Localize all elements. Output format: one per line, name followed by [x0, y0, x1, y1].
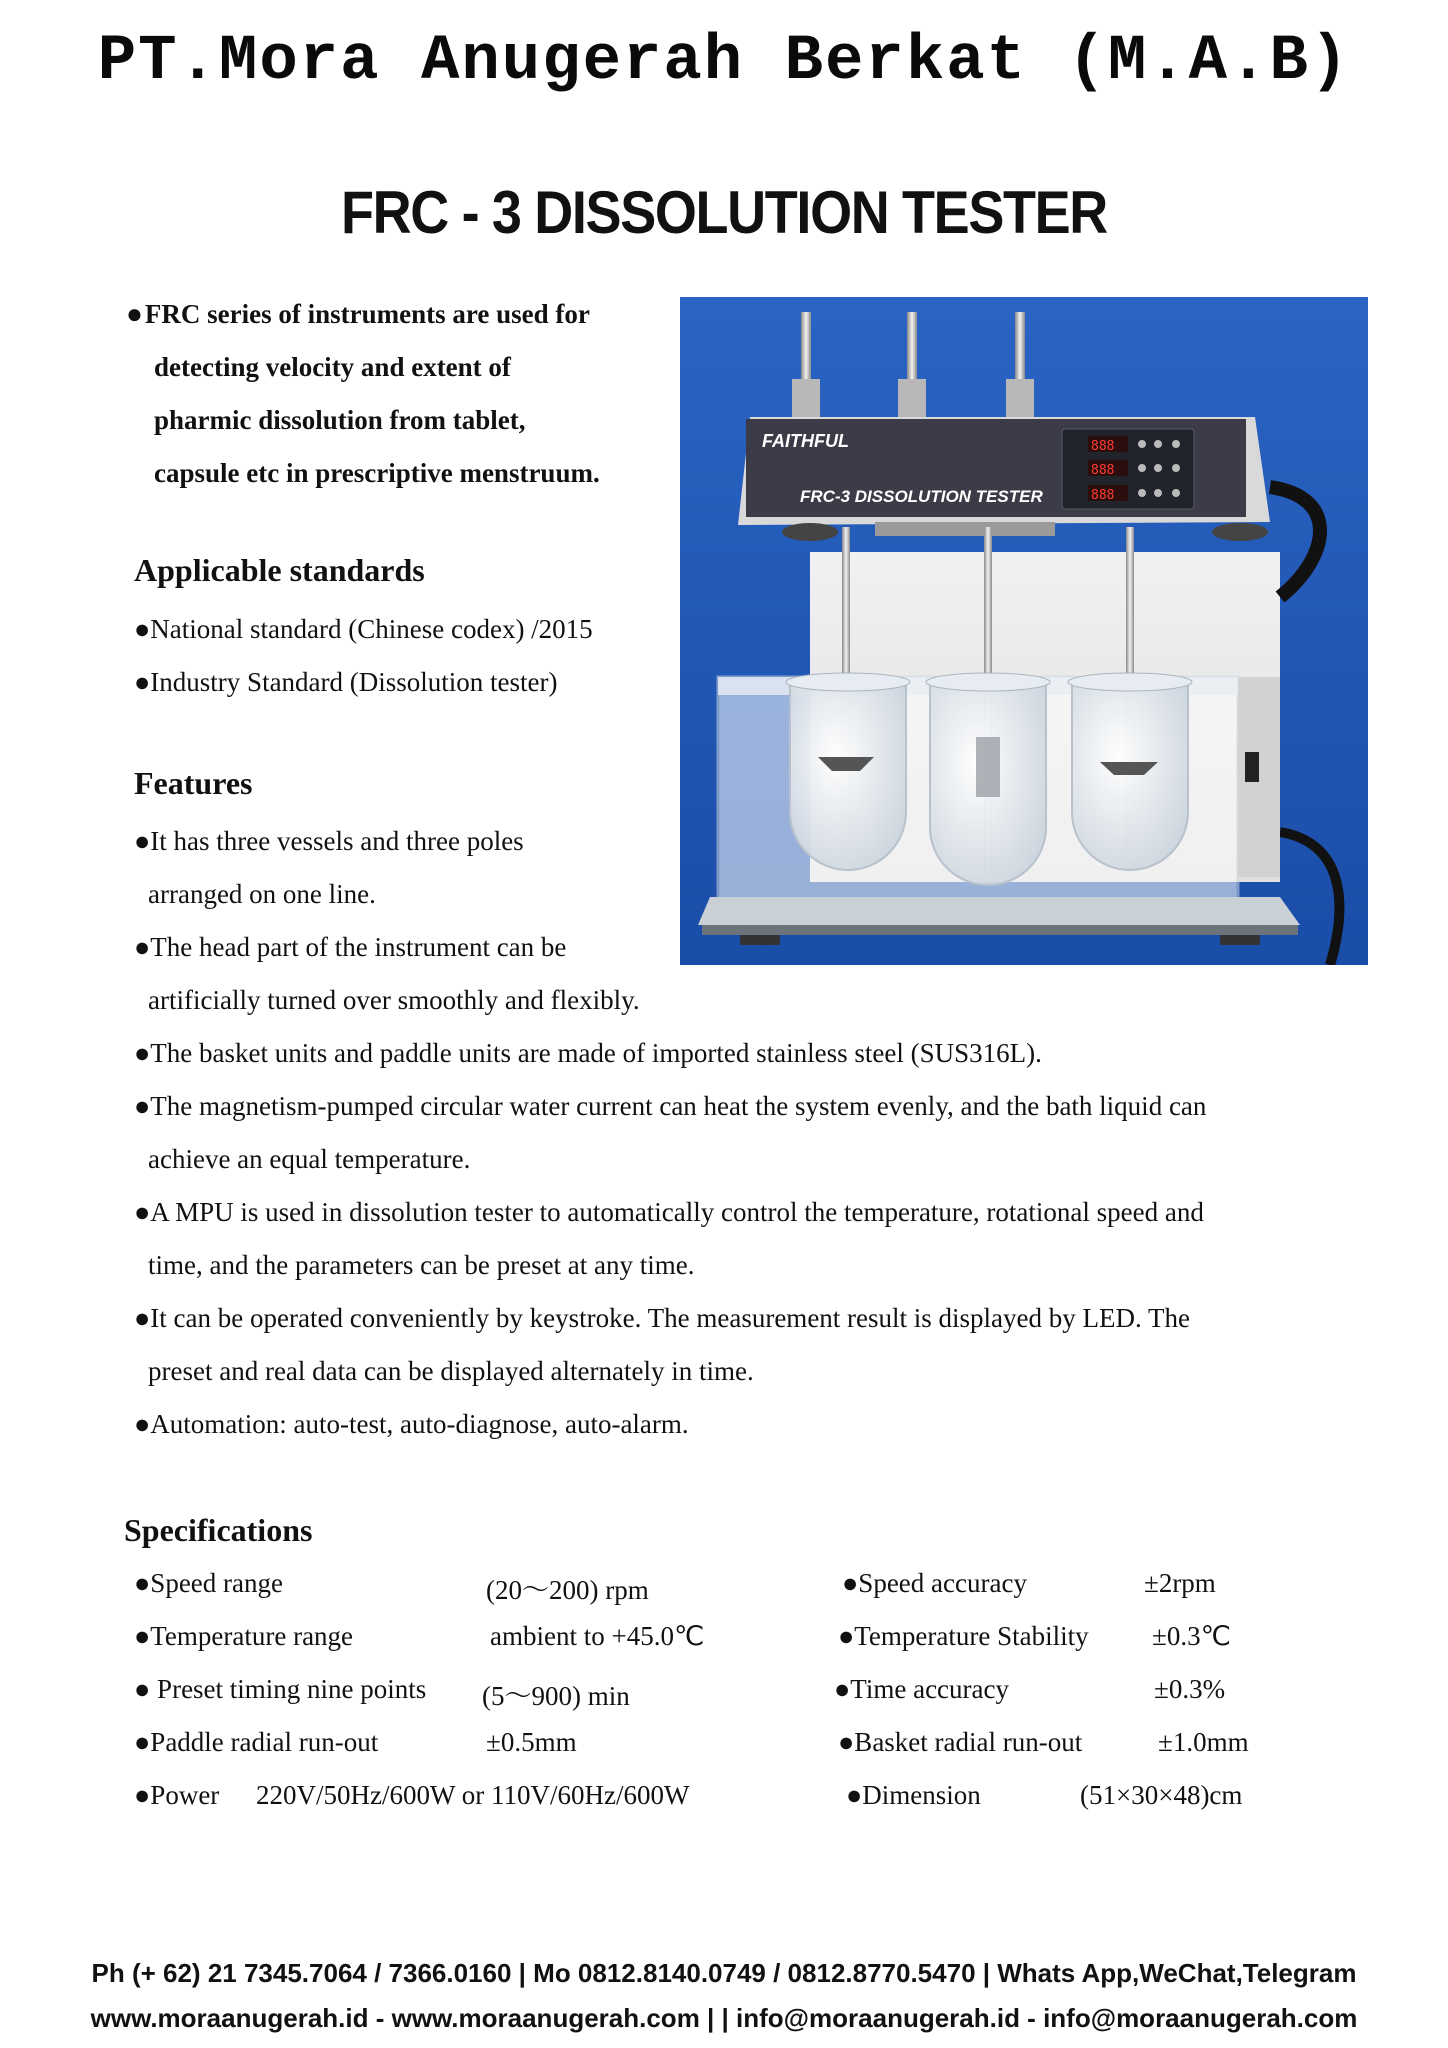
spec-value: 220V/50Hz/600W or 110V/60Hz/600W — [256, 1780, 690, 1810]
feature-line: ●It has three vessels and three poles — [134, 826, 524, 856]
feature-line: ●Automation: auto-test, auto-diagnose, auto-alarm. — [134, 1409, 689, 1439]
feature-line: ●The basket units and paddle units are made of imported stainless steel (SUS316L). — [134, 1038, 1042, 1068]
spec-label: ●Temperature range — [134, 1621, 354, 1651]
spec-value: ±0.5mm — [486, 1727, 577, 1757]
spec-label: ●Time accuracy — [834, 1674, 1009, 1704]
intro-line: pharmic dissolution from tablet, — [154, 405, 526, 435]
features-heading: Features — [134, 765, 253, 801]
spec-value: ±0.3% — [1154, 1674, 1226, 1704]
spec-label: ●Power — [134, 1780, 220, 1810]
intro-line: detecting velocity and extent of — [154, 352, 511, 382]
standards-heading: Applicable standards — [134, 552, 425, 588]
photo-display-3: 888 — [1091, 488, 1115, 503]
footer-contact-web-email: www.moraanugerah.id - www.moraanugerah.com | | info@moraanugerah.id - info@moraanugerah.com — [90, 2003, 1358, 2033]
photo-brand-label: FAITHFUL — [762, 431, 849, 451]
intro-paragraph — [126, 288, 666, 500]
photo-display-1: 888 — [1091, 439, 1115, 454]
spec-value: ±2rpm — [1144, 1568, 1216, 1598]
feature-line: achieve an equal temperature. — [148, 1144, 471, 1174]
footer-contact-phones: Ph (+ 62) 21 7345.7064 / 7366.0160 | Mo 0812.8140.0749 / 0812.8770.5470 | Whats App,WeChat,Telegram — [91, 1958, 1357, 1988]
standard-item: ●Industry Standard (Dissolution tester) — [134, 667, 558, 697]
spec-label: ●Dimension — [846, 1780, 981, 1810]
photo-model-label: FRC-3 DISSOLUTION TESTER — [800, 487, 1043, 506]
company-name: PT.Mora Anugerah Berkat (M.A.B) — [97, 26, 1351, 98]
spec-value: ±0.3℃ — [1152, 1621, 1231, 1651]
feature-line: arranged on one line. — [148, 879, 376, 909]
feature-line: ●The head part of the instrument can be — [134, 932, 567, 962]
feature-line: preset and real data can be displayed alternately in time. — [148, 1356, 754, 1386]
intro-line: capsule etc in prescriptive menstruum. — [154, 458, 600, 488]
intro-line: ●FRC series of instruments are used for — [126, 299, 590, 330]
spec-label: ● Preset timing nine points — [134, 1674, 427, 1704]
spec-value: ambient to +45.0℃ — [490, 1621, 705, 1651]
spec-value: (20～200) rpm — [486, 1575, 649, 1605]
photo-display-2: 888 — [1091, 463, 1115, 478]
spec-value: (5～900) min — [482, 1681, 630, 1711]
feature-line: artificially turned over smoothly and flexibly. — [148, 985, 640, 1015]
product-title: FRC - 3 DISSOLUTION TESTER — [341, 179, 1107, 246]
bullet-icon: ● — [126, 299, 143, 330]
product-photo — [680, 297, 1368, 965]
specifications-heading: Specifications — [124, 1512, 313, 1548]
standard-item: ●National standard (Chinese codex) /2015 — [134, 614, 593, 644]
feature-line: ●It can be operated conveniently by keystroke. The measurement result is displayed by LED. The — [134, 1303, 1190, 1333]
spec-label: ●Speed accuracy — [842, 1568, 1027, 1598]
feature-line: ●A MPU is used in dissolution tester to automatically control the temperature, rotational speed and — [134, 1197, 1204, 1227]
spec-label: ●Speed range — [134, 1568, 284, 1598]
spec-label: ●Temperature Stability — [838, 1621, 1089, 1651]
spec-label: ●Paddle radial run-out — [134, 1727, 379, 1757]
feature-line: ●The magnetism-pumped circular water current can heat the system evenly, and the bath liquid can — [134, 1091, 1207, 1121]
dissolution-tester-illustration — [680, 297, 1368, 965]
spec-value: (51×30×48)cm — [1080, 1780, 1243, 1810]
feature-line: time, and the parameters can be preset at any time. — [148, 1250, 695, 1280]
spec-label: ●Basket radial run-out — [838, 1727, 1083, 1757]
spec-value: ±1.0mm — [1158, 1727, 1249, 1757]
